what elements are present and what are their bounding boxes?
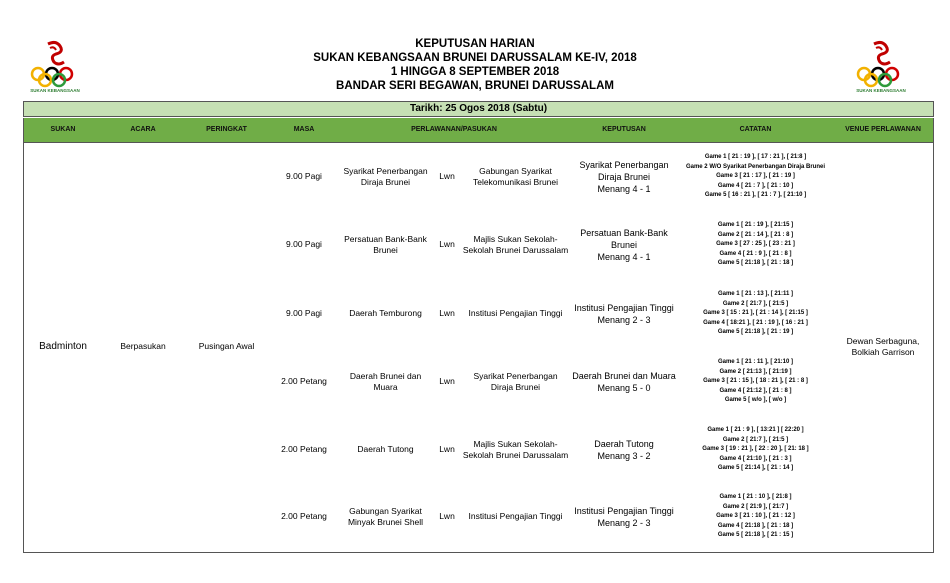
team-b-cell: Institusi Pengajian Tinggi — [468, 511, 563, 522]
col-venue: VENUE PERLAWANAN — [845, 126, 921, 133]
vs-cell: Lwn — [439, 511, 455, 522]
notes-cell — [679, 348, 832, 416]
team-a-cell: Gabungan Syarikat Minyak Brunei Shell — [347, 505, 424, 527]
logo-caption: SUKAN KEBANGSAAN — [856, 88, 906, 93]
result-cell — [569, 483, 679, 551]
score-text: Menang 4 - 1 — [597, 184, 651, 194]
game-score-line: Game 3 [ 19 : 21 ], [ 22 : 20 ], [ 21: 18 ] — [702, 446, 809, 453]
winner-text: Institusi Pengajian Tinggi — [574, 506, 674, 516]
event-location: BANDAR SERI BEGAWAN, BRUNEI DARUSSALAM — [336, 80, 614, 92]
game-score-line: Game 4 [ 21 : 7 ], [ 21 : 10 ] — [717, 182, 794, 189]
team-a-cell: Syarikat Penerbangan Diraja Brunei — [343, 165, 428, 187]
team-b-cell: Majlis Sukan Sekolah-Sekolah Brunei Darussalam — [462, 438, 569, 460]
game-score-line: Game 5 [ 21:14 ], [ 21 : 14 ] — [717, 465, 794, 472]
result-cell — [569, 348, 679, 416]
game-score-line: Game 5 [ w/o ], [ w/o ] — [724, 397, 787, 404]
time-cell: 9.00 Pagi — [286, 171, 322, 182]
notes-cell — [679, 483, 832, 551]
vs-cell: Lwn — [439, 171, 455, 182]
event-dates: 1 HINGGA 8 SEPTEMBER 2018 — [390, 66, 560, 78]
stage-cell: Pusingan Awal — [198, 341, 255, 352]
game-score-line: Game 2 [ 21:9 ], [ 21:7 ] — [722, 503, 789, 510]
time-cell: 9.00 Pagi — [286, 308, 322, 319]
results-table — [23, 143, 934, 553]
score-text: Menang 2 - 3 — [597, 315, 651, 325]
event-cell: Berpasukan — [120, 341, 166, 352]
venue-cell: Dewan Serbaguna, Bolkiah Garrison — [846, 335, 920, 357]
report-title: KEPUTUSAN HARIAN — [415, 38, 535, 50]
winner-text: Institusi Pengajian Tinggi — [574, 303, 674, 313]
game-score-line: Game 2 [ 21:13 ], [ 21:19 ] — [719, 368, 792, 375]
notes-cell — [679, 280, 832, 348]
game-score-line: Game 2 [ 21:7 ], [ 21:5 ] — [722, 436, 789, 443]
result-cell — [569, 143, 679, 211]
team-b-cell: Gabungan Syarikat Telekomunikasi Brunei — [472, 165, 559, 187]
game-score-line: Game 2 W/O Syarikat Penerbangan Diraja Brunei — [685, 163, 826, 170]
sport-cell: Badminton — [39, 341, 87, 352]
game-score-line: Game 1 [ 21 : 11 ], [ 21:10 ] — [717, 359, 794, 366]
date-bar: Tarikh: 25 Ogos 2018 (Sabtu) — [23, 101, 934, 117]
game-score-line: Game 1 [ 21 : 19 ], [ 17 : 21 ], [ 21:8 ] — [704, 154, 807, 161]
vs-cell: Lwn — [439, 376, 455, 387]
game-score-line: Game 4 [ 21:12 ], [ 21 : 8 ] — [719, 387, 792, 394]
team-a-cell: Daerah Temburong — [349, 308, 422, 319]
result-cell — [569, 416, 679, 484]
game-score-line: Game 3 [ 27 : 25 ], [ 23 : 21 ] — [716, 241, 795, 248]
game-score-line: Game 5 [ 16 : 21 ], [ 21 : 7 ], [ 21:10 ] — [704, 192, 807, 199]
winner-text: Persatuan Bank-Bank Brunei — [580, 228, 668, 250]
time-cell: 2.00 Petang — [281, 376, 327, 387]
result-cell — [569, 211, 679, 279]
col-perlawanan: PERLAWANAN/PASUKAN — [411, 126, 497, 133]
game-score-line: Game 3 [ 21 : 15 ], [ 18 : 21 ], [ 21 : 8 ] — [703, 378, 808, 385]
col-masa: MASA — [293, 126, 315, 133]
time-cell: 9.00 Pagi — [286, 239, 322, 250]
logo-caption: SUKAN KEBANGSAAN — [30, 88, 80, 93]
game-score-line: Game 5 [ 21:18 ], [ 21 : 15 ] — [717, 532, 794, 539]
game-score-line: Game 1 [ 21 : 13 ], [ 21:11 ] — [717, 291, 794, 298]
game-score-line: Game 4 [ 18:21 ], [ 21 : 19 ], [ 16 : 21 ] — [703, 319, 808, 326]
game-score-line: Game 1 [ 21 : 19 ], [ 21:15 ] — [717, 222, 794, 229]
game-score-line: Game 4 [ 21:18 ], [ 21 : 18 ] — [717, 522, 794, 529]
result-cell — [569, 280, 679, 348]
game-score-line: Game 4 [ 21 : 9 ], [ 21 : 8 ] — [719, 250, 792, 257]
score-text: Menang 2 - 3 — [597, 518, 651, 528]
game-score-line: Game 1 [ 21 : 9 ], [ 13:21 ] [ 22:20 ] — [707, 427, 804, 434]
column-header-row — [23, 118, 934, 143]
col-keputusan: KEPUTUSAN — [602, 126, 646, 133]
vs-cell: Lwn — [439, 308, 455, 319]
notes-cell — [679, 416, 832, 484]
score-text: Menang 5 - 0 — [597, 383, 651, 393]
team-a-cell: Daerah Tutong — [357, 444, 414, 455]
notes-cell — [679, 143, 832, 211]
game-score-line: Game 3 [ 15 : 21 ], [ 21 : 14 ], [ 21:15 ] — [703, 310, 808, 317]
game-score-line: Game 5 [ 21:18 ], [ 21 : 18 ] — [717, 260, 794, 267]
team-b-cell: Syarikat Penerbangan Diraja Brunei — [473, 370, 558, 392]
col-acara: ACARA — [130, 126, 156, 133]
game-score-line: Game 5 [ 21:18 ], [ 21 : 19 ] — [717, 329, 794, 336]
team-b-cell: Majlis Sukan Sekolah-Sekolah Brunei Darussalam — [462, 233, 569, 255]
vs-cell: Lwn — [439, 239, 455, 250]
game-score-line: Game 4 [ 21:10 ], [ 21 : 3 ] — [719, 455, 792, 462]
team-b-cell: Institusi Pengajian Tinggi — [468, 308, 563, 319]
team-a-cell: Daerah Brunei dan Muara — [349, 370, 422, 392]
winner-text: Syarikat Penerbangan Diraja Brunei — [579, 160, 669, 182]
col-peringkat: PERINGKAT — [206, 126, 247, 133]
team-a-cell: Persatuan Bank-Bank Brunei — [344, 233, 427, 255]
score-text: Menang 4 - 1 — [597, 252, 651, 262]
game-score-line: Game 2 [ 21:7 ], [ 21:5 ] — [722, 300, 789, 307]
col-sukan: SUKAN — [50, 126, 76, 133]
game-score-line: Game 1 [ 21 : 10 ], [ 21:8 ] — [719, 494, 792, 501]
col-catatan: CATATAN — [739, 126, 772, 133]
time-cell: 2.00 Petang — [281, 444, 327, 455]
game-score-line: Game 2 [ 21 : 14 ], [ 21 : 8 ] — [717, 231, 794, 238]
winner-text: Daerah Tutong — [594, 439, 654, 449]
score-text: Menang 3 - 2 — [597, 451, 651, 461]
event-title: SUKAN KEBANGSAAN BRUNEI DARUSSALAM KE-IV, 2018 — [313, 52, 637, 64]
notes-cell — [679, 211, 832, 279]
game-score-line: Game 3 [ 21 : 17 ], [ 21 : 19 ] — [716, 173, 795, 180]
vs-cell: Lwn — [439, 444, 455, 455]
game-score-line: Game 3 [ 21 : 10 ], [ 21 : 12 ] — [716, 513, 795, 520]
winner-text: Daerah Brunei dan Muara — [572, 371, 676, 381]
time-cell: 2.00 Petang — [281, 511, 327, 522]
